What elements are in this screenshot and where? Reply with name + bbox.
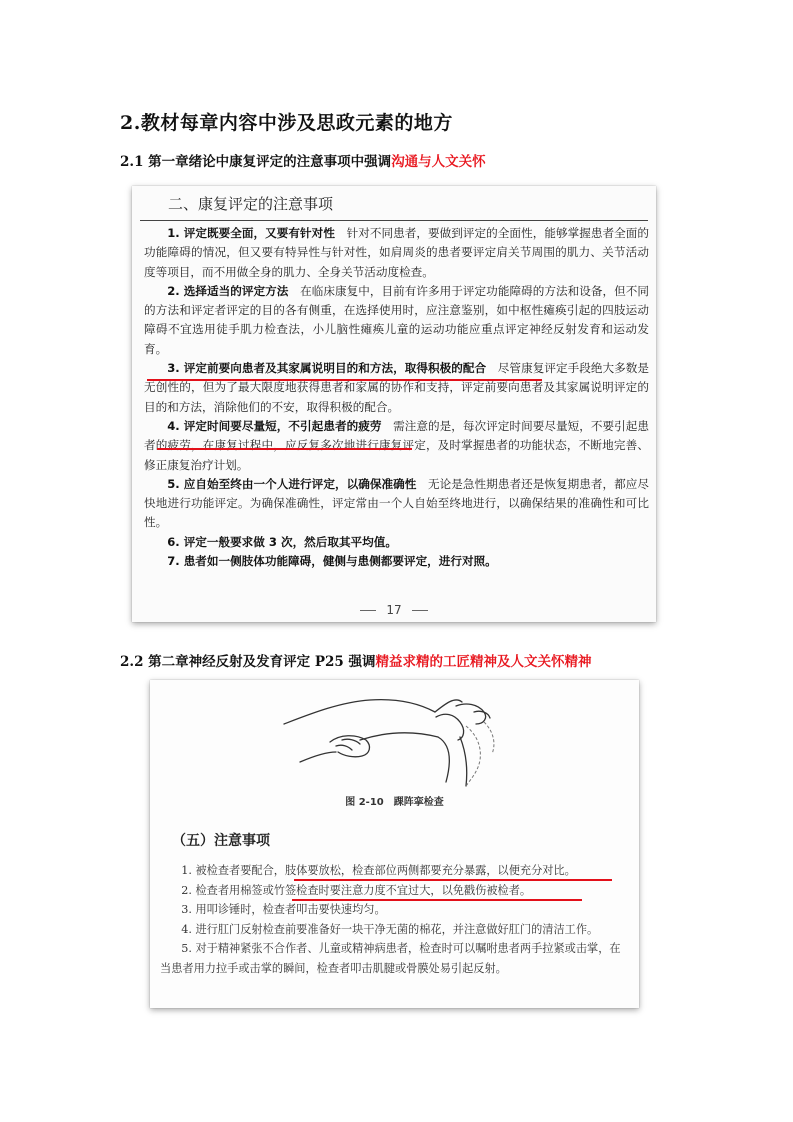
list-item: 6. 评定一般要求做 3 次，然后取其平均值。	[167, 534, 397, 549]
ankle-clonus-illustration	[270, 682, 530, 790]
textbook-scan-page-17	[132, 186, 656, 622]
page-heading: 2.教材每章内容中涉及思政元素的地方	[120, 112, 453, 134]
section-heading-prefix: 2.2 第二章神经反射及发育评定 P25 强调	[120, 654, 376, 670]
highlight-underline	[147, 379, 542, 381]
list-item: 5. 对于精神紧张不合作者、儿童或精神病患者，检查时可以嘱咐患者两手拉紧或击掌，在当患者用力拉手或击掌的瞬间，检查者叩击肌腱或骨膜处易引起反射。	[160, 942, 621, 975]
page-number: 17	[132, 603, 656, 617]
scan-section-title: （五）注意事项	[172, 833, 270, 849]
section-heading-highlight: 精益求精的工匠精神及人文关怀精神	[375, 654, 592, 670]
list-item: 4. 进行肛门反射检查前要准备好一块干净无菌的棉花，并注意做好肛门的清洁工作。	[181, 922, 599, 936]
list-item: 1. 评定既要全面，又要有针对性 针对不同患者，要做到评定的全面性，能够掌握患者全面的功能障碍的情况，但又要有特异性与针对性，如肩周炎的患者要评定肩关节周围的肌力、关节活动度等项目，而不用做全身的肌力、全身关节活动度检查。	[144, 226, 649, 279]
list-item: 2. 检查者用棉签或竹签检查时要注意力度不宜过大，以免戳伤被检者。	[181, 883, 532, 897]
highlight-underline	[292, 899, 582, 901]
section-heading-2-1	[120, 150, 486, 170]
section-heading-highlight: 沟通与人文关怀	[391, 154, 486, 170]
figure-caption: 图 2-10 踝阵挛检查	[345, 797, 444, 808]
section-heading-2-2	[120, 650, 592, 670]
section-heading-prefix: 2.1 第一章绪论中康复评定的注意事项中强调	[120, 154, 392, 170]
list-item: 3. 评定前要向患者及其家属说明目的和方法，取得积极的配合 尽管康复评定手段绝大多数是无创性的，但为了最大限度地获得患者和家属的协作和支持，评定前要向患者及其家属说明评定的目的和方法，消除他们的不安，取得积极的配合。	[144, 361, 649, 414]
list-item: 3. 用叩诊锤时，检查者叩击要快速均匀。	[181, 903, 386, 917]
scan-body-text	[144, 222, 649, 571]
highlight-underline	[157, 448, 412, 450]
list-item: 2. 选择适当的评定方法 在临床康复中，目前有许多用于评定功能障碍的方法和设备，但不同的方法和评定者评定的目的各有侧重，在选择使用时，应注意鉴别，如中枢性瘫痪引起的四肢运动障碍不宜选用徒手肌力检查法，小儿脑性瘫痪儿童的运动功能应重点评定神经反射发育和运动发育。	[144, 283, 649, 356]
title-rule	[140, 220, 648, 221]
highlight-underline	[294, 879, 612, 881]
list-item: 7. 患者如一侧肢体功能障碍，健侧与患侧都要评定，进行对照。	[167, 554, 497, 569]
list-item: 5. 应自始至终由一个人进行评定，以确保准确性 无论是急性期患者还是恢复期患者，都应尽快地进行功能评定。为确保准确性，评定常由一个人自始至终地进行，以确保结果的准确性和可比性。	[144, 476, 649, 530]
textbook-scan-page-25	[150, 680, 639, 1008]
list-item: 4. 评定时间要尽量短，不引起患者的疲劳 需注意的是，每次评定时间要尽量短，不要引起患者的疲劳，在康复过程中，应反复多次地进行康复评定，及时掌握患者的功能状态，不断地完善、修正康复治疗计划。	[144, 418, 649, 472]
scan-section-title: 二、康复评定的注意事项	[168, 195, 334, 213]
list-item: 1. 被检查者要配合，肢体要放松，检查部位两侧都要充分暴露，以便充分对比。	[181, 864, 576, 877]
